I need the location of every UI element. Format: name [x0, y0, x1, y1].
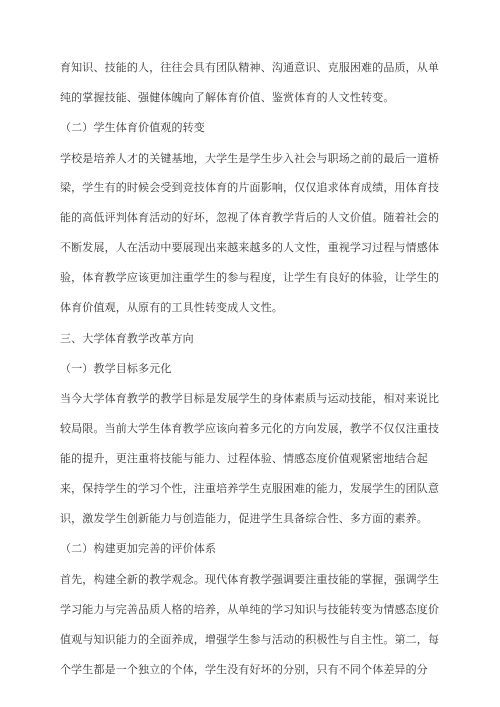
paragraph-line: 能的提升，更注重将技能与能力、过程体验、情感态度价值观紧密地结合起: [60, 452, 428, 465]
paragraph-line: 识，激发学生创新能力与创造能力，促进学生具备综合性、多方面的素养。: [60, 512, 428, 525]
section-heading: （二）学生体育价值观的转变: [60, 121, 205, 134]
section-heading: （一）教学目标多元化: [60, 362, 172, 375]
paragraph-line: 能的高低评判体育活动的好坏，忽视了体育教学背后的人文价值。随着社会的: [60, 211, 440, 224]
chapter-heading: 三、大学体育教学改革方向: [60, 332, 194, 345]
paragraph-line: 当今大学体育教学的教学目标是发展学生的身体素质与运动技能，相对来说比: [60, 392, 440, 405]
section-heading: （二）构建更加完善的评价体系: [60, 542, 217, 555]
paragraph-line: 纯的掌握技能、强健体魄向了解体育价值、鉴赏体育的人文性转变。: [60, 91, 395, 104]
paragraph-line: 个学生都是一个独立的个体，学生没有好坏的分别，只有不同个体差异的分: [60, 663, 428, 676]
paragraph-line: 值观与知识能力的全面养成，增强学生参与活动的积极性与自主性。第二，每: [60, 633, 440, 646]
paragraph-line: 学校是培养人才的关键基地，大学生是学生步入社会与职场之前的最后一道桥: [60, 152, 440, 165]
paragraph-line: 首先，构建全新的教学观念。现代体育教学强调要注重技能的掌握，强调学生: [60, 573, 440, 586]
paragraph-line: 梁，学生有的时候会受到竞技体育的片面影响，仅仅追求体育成绩，用体育技: [60, 181, 440, 194]
paragraph-line: 体育价值观，从原有的工具性转变成人文性。: [60, 301, 283, 314]
paragraph-line: 来，保持学生的学习个性，注重培养学生克服困难的能力，发展学生的团队意: [60, 482, 440, 495]
paragraph-line: 较局限。当前大学生体育教学应该向着多元化的方向发展，教学不仅仅注重技: [60, 422, 440, 435]
paragraph-line: 验，体育教学应该更加注重学生的参与程度，让学生有良好的体验，让学生的: [60, 271, 440, 284]
paragraph-line: 学习能力与完善品质人格的培养，从单纯的学习知识与技能转变为情感态度价: [60, 603, 440, 616]
paragraph-line: 不断发展，人在活动中要展现出来越来越多的人文性，重视学习过程与情感体: [60, 241, 440, 254]
paragraph-line: 育知识、技能的人，往往会具有团队精神、沟通意识、克服困难的品质，从单: [60, 61, 440, 74]
